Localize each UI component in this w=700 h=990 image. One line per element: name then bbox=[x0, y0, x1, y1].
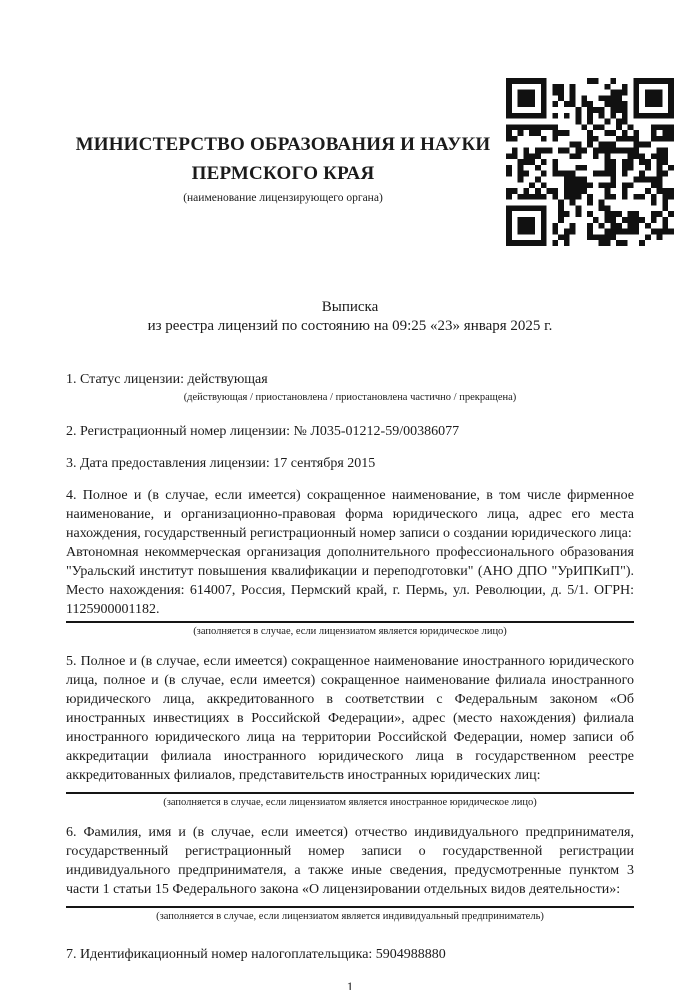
foreign-entity-underline bbox=[66, 792, 634, 794]
items-list bbox=[66, 370, 634, 990]
ministry-caption: (наименование лицензирующего органа) bbox=[183, 192, 383, 204]
entrepreneur-note: (заполняется в случае, если лицензиатом является индивидуальный предприниматель) bbox=[156, 911, 544, 922]
entrepreneur-label: 6. Фамилия, имя и (в случае, если имеется) отчество индивидуального предпринимателя, государственный регистрационный номер записи о государственной регистрации индивидуального предпринимателя, а также иные сведения, предусмотренные пунктом 3 части 1 статьи 15 Федерального закона «О лицензировании отдельных видов деятельности»: bbox=[66, 825, 634, 897]
legal-entity-section bbox=[66, 486, 634, 639]
foreign-entity-section bbox=[66, 652, 634, 810]
document-title bbox=[66, 298, 634, 336]
qr-code-image bbox=[506, 78, 674, 246]
ministry-name bbox=[66, 130, 500, 188]
license-status-line: 1. Статус лицензии: действующая bbox=[66, 372, 268, 387]
taxpayer-number-line: 7. Идентификационный номер налогоплательщика: 5904988880 bbox=[66, 947, 446, 962]
document-body bbox=[66, 298, 634, 990]
entrepreneur-underline bbox=[66, 906, 634, 908]
document-title-line2: из реестра лицензий по состоянию на 09:25 «23» января 2025 г. bbox=[147, 318, 553, 334]
foreign-entity-label: 5. Полное и (в случае, если имеется) сокращенное наименование иностранного юридического лица, полное и (в случае, если имеется) сокращенное наименование филиала иностранного юридического лица, аккредитованного в соответствии с Федеральным законом «Об иностранных инвестициях в Российской Федерации», адрес (место нахождения) филиала иностранного юридического лица на территории Российской Федерации, номер записи об аккредитации филиала иностранного юридического лица в государственном реестре аккредитованных филиалов, представительств иностранных юридических лиц: bbox=[66, 654, 634, 783]
page-number: 1 bbox=[346, 979, 354, 990]
document-title-line1: Выписка bbox=[321, 299, 379, 315]
entrepreneur-section bbox=[66, 823, 634, 924]
ministry-name-line1: МИНИСТЕРСТВО ОБРАЗОВАНИЯ И НАУКИ bbox=[75, 134, 491, 155]
legal-entity-underline bbox=[66, 621, 634, 623]
ministry-name-line2: ПЕРМСКОГО КРАЯ bbox=[191, 163, 375, 184]
legal-entity-note: (заполняется в случае, если лицензиатом является юридическое лицо) bbox=[193, 626, 507, 637]
license-status-note: (действующая / приостановлена / приостановлена частично / прекращена) bbox=[183, 392, 517, 403]
grant-date-line: 3. Дата предоставления лицензии: 17 сентября 2015 bbox=[66, 456, 376, 471]
foreign-entity-note: (заполняется в случае, если лицензиатом является иностранное юридическое лицо) bbox=[163, 797, 537, 808]
legal-entity-value: Автономная некоммерческая организация дополнительного профессионального образования "Уральский институт повышения квалификации и переподготовки" (АНО ДПО "УрИПКиП"). Место нахождения: 614007, Россия, Пермский край, г. Пермь, ул. Революции, д. 5/1. ОГРН: 1125900001182. bbox=[66, 545, 634, 617]
legal-entity-label: 4. Полное и (в случае, если имеется) сокращенное наименование, в том числе фирменное наименование, и организационно-правовая форма юридического лица, адрес его места нахождения, государственный регистрационный номер записи о создании юридического лица: bbox=[66, 488, 634, 541]
licensing-authority-header bbox=[66, 130, 500, 204]
registration-number-line: 2. Регистрационный номер лицензии: № Л035-01212-59/00386077 bbox=[66, 424, 460, 439]
